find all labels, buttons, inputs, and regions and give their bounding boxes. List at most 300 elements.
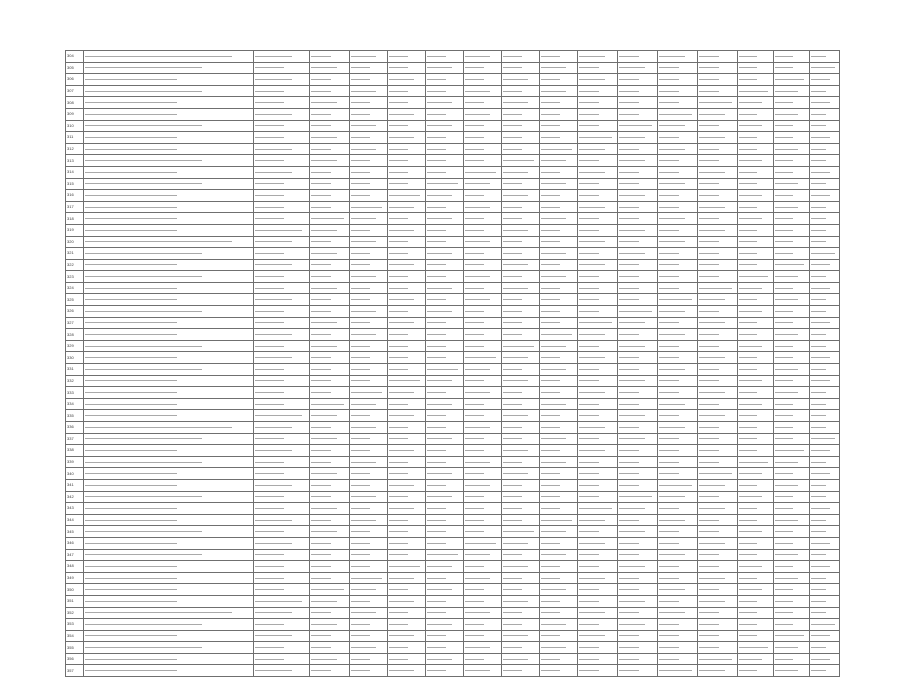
value-cell [464,120,502,132]
illegible-text [503,659,528,660]
value-cell [578,607,618,619]
illegible-text [351,334,376,335]
illegible-text [619,543,639,544]
illegible-text [579,67,599,68]
address-cell [84,143,254,155]
value-cell [810,619,840,631]
value-cell [464,468,502,480]
illegible-text [427,438,452,439]
value-cell [618,306,658,318]
illegible-text [85,346,202,347]
value-cell [658,224,698,236]
illegible-text [255,218,284,219]
value-cell [658,132,698,144]
value-cell [426,85,464,97]
illegible-text [427,635,446,636]
table-row [66,561,840,573]
value-cell [738,526,774,538]
value-cell [310,259,350,271]
table-row [66,178,840,190]
illegible-text [503,369,522,370]
value-cell [254,190,310,202]
value-cell [578,201,618,213]
illegible-text [579,79,605,80]
illegible-text [427,531,446,532]
address-cell [84,236,254,248]
illegible-text [739,392,757,393]
value-cell [310,352,350,364]
value-cell [810,422,840,434]
value-cell [310,619,350,631]
illegible-text [503,91,522,92]
value-cell [464,584,502,596]
value-cell [578,433,618,445]
illegible-text [699,276,719,277]
illegible-text [541,114,560,115]
illegible-text [465,473,484,474]
value-cell [350,398,388,410]
illegible-text [85,125,202,126]
value-cell [426,97,464,109]
illegible-text [579,462,599,463]
value-cell [426,108,464,120]
illegible-text [465,241,490,242]
illegible-text [739,485,757,486]
table-row [66,584,840,596]
illegible-text [427,102,452,103]
illegible-text [427,473,452,474]
value-cell [578,190,618,202]
value-cell [388,456,426,468]
value-cell [502,398,540,410]
row-number: 305 [66,62,84,74]
value-cell [774,456,810,468]
value-cell [774,224,810,236]
value-cell [540,607,578,619]
row-number: 312 [66,143,84,155]
illegible-text [465,659,484,660]
illegible-text [503,531,534,532]
illegible-text [775,172,793,173]
illegible-text [775,415,793,416]
value-cell [540,665,578,677]
value-cell [426,190,464,202]
value-cell [774,503,810,515]
value-cell [502,572,540,584]
illegible-text [255,380,284,381]
value-cell [426,595,464,607]
illegible-text [503,346,534,347]
illegible-text [579,601,599,602]
value-cell [810,445,840,457]
value-cell [618,294,658,306]
address-cell [84,224,254,236]
value-cell [502,352,540,364]
value-cell [310,445,350,457]
value-cell [540,456,578,468]
illegible-text [811,462,826,463]
value-cell [540,422,578,434]
illegible-text [739,438,757,439]
illegible-text [255,462,284,463]
value-cell [464,526,502,538]
value-cell [658,201,698,213]
value-cell [578,213,618,225]
value-cell [810,155,840,167]
illegible-text [619,67,645,68]
illegible-text [699,67,719,68]
illegible-text [503,322,522,323]
table-row [66,468,840,480]
value-cell [618,479,658,491]
illegible-text [699,91,719,92]
value-cell [540,190,578,202]
illegible-text [699,369,719,370]
table-row [66,213,840,225]
value-cell [310,375,350,387]
value-cell [698,74,738,86]
value-cell [388,410,426,422]
illegible-text [619,635,639,636]
value-cell [738,143,774,155]
illegible-text [427,230,446,231]
illegible-text [351,485,370,486]
illegible-text [85,149,177,150]
illegible-text [659,253,679,254]
illegible-text [389,195,420,196]
value-cell [350,642,388,654]
value-cell [350,259,388,271]
row-number: 354 [66,630,84,642]
address-cell [84,549,254,561]
illegible-text [389,218,408,219]
illegible-text [85,624,202,625]
illegible-text [255,612,292,613]
value-cell [578,468,618,480]
value-cell [738,294,774,306]
value-cell [426,410,464,422]
value-cell [426,445,464,457]
illegible-text [311,311,331,312]
illegible-text [85,102,177,103]
illegible-text [351,357,370,358]
illegible-text [659,149,685,150]
value-cell [774,433,810,445]
illegible-text [541,125,560,126]
illegible-text [699,531,719,532]
illegible-text [619,647,639,648]
value-cell [464,387,502,399]
illegible-text [659,612,685,613]
value-cell [540,537,578,549]
value-cell [578,375,618,387]
address-cell [84,503,254,515]
illegible-text [811,102,830,103]
illegible-text [659,392,679,393]
value-cell [738,665,774,677]
illegible-text [811,125,826,126]
illegible-text [619,149,639,150]
row-number: 317 [66,201,84,213]
illegible-text [659,508,679,509]
illegible-text [503,79,528,80]
illegible-text [659,554,685,555]
illegible-text [311,79,331,80]
value-cell [618,561,658,573]
illegible-text [541,276,566,277]
value-cell [578,572,618,584]
table-row [66,85,840,97]
value-cell [464,364,502,376]
value-cell [658,665,698,677]
illegible-text [465,160,484,161]
value-cell [502,653,540,665]
illegible-text [255,334,292,335]
illegible-text [351,79,370,80]
illegible-text [579,427,605,428]
value-cell [698,317,738,329]
illegible-text [389,172,408,173]
illegible-text [465,589,484,590]
value-cell [738,503,774,515]
row-number: 316 [66,190,84,202]
value-cell [658,213,698,225]
illegible-text [775,404,793,405]
value-cell [388,306,426,318]
row-number: 333 [66,387,84,399]
illegible-text [811,578,826,579]
value-cell [426,642,464,654]
value-cell [578,503,618,515]
value-cell [618,51,658,63]
value-cell [774,572,810,584]
illegible-text [85,635,177,636]
illegible-text [619,56,639,57]
value-cell [774,190,810,202]
illegible-text [503,438,522,439]
illegible-text [427,276,446,277]
value-cell [464,62,502,74]
value-cell [810,630,840,642]
address-cell [84,561,254,573]
illegible-text [85,311,202,312]
illegible-text [427,334,446,335]
value-cell [464,178,502,190]
illegible-text [579,578,605,579]
illegible-text [775,346,793,347]
illegible-text [699,149,719,150]
illegible-text [699,102,732,103]
illegible-text [255,496,284,497]
value-cell [540,62,578,74]
illegible-text [579,612,605,613]
illegible-text [427,659,452,660]
value-cell [658,178,698,190]
value-cell [738,282,774,294]
value-cell [698,549,738,561]
value-cell [350,375,388,387]
row-number: 321 [66,248,84,260]
illegible-text [389,160,408,161]
value-cell [578,248,618,260]
address-cell [84,422,254,434]
illegible-text [659,276,679,277]
illegible-text [619,230,645,231]
illegible-text [739,137,757,138]
value-cell [658,491,698,503]
address-cell [84,97,254,109]
value-cell [464,190,502,202]
illegible-text [503,520,522,521]
illegible-text [619,485,639,486]
illegible-text [351,554,370,555]
value-cell [698,306,738,318]
illegible-text [465,253,484,254]
value-cell [540,514,578,526]
value-cell [810,340,840,352]
address-cell [84,108,254,120]
illegible-text [541,160,566,161]
value-cell [658,236,698,248]
value-cell [774,329,810,341]
value-cell [388,595,426,607]
value-cell [426,166,464,178]
illegible-text [659,79,679,80]
value-cell [502,526,540,538]
illegible-text [427,404,452,405]
illegible-text [541,520,572,521]
value-cell [254,340,310,352]
value-cell [618,468,658,480]
illegible-text [739,624,757,625]
value-cell [464,445,502,457]
value-cell [578,445,618,457]
value-cell [618,271,658,283]
value-cell [738,271,774,283]
value-cell [774,375,810,387]
value-cell [540,85,578,97]
illegible-text [775,334,798,335]
illegible-text [311,438,337,439]
value-cell [310,190,350,202]
illegible-text [255,322,284,323]
table-row [66,491,840,503]
value-cell [350,537,388,549]
illegible-text [427,369,458,370]
row-number: 331 [66,364,84,376]
value-cell [254,549,310,561]
value-cell [254,178,310,190]
illegible-text [311,334,331,335]
value-cell [698,387,738,399]
table-row [66,224,840,236]
value-cell [464,224,502,236]
illegible-text [255,404,284,405]
value-cell [578,74,618,86]
address-cell [84,294,254,306]
value-cell [540,213,578,225]
value-cell [658,503,698,515]
illegible-text [465,427,490,428]
value-cell [426,271,464,283]
value-cell [502,317,540,329]
value-cell [502,561,540,573]
illegible-text [85,380,177,381]
value-cell [618,178,658,190]
value-cell [738,584,774,596]
value-cell [502,108,540,120]
table-row [66,340,840,352]
illegible-text [811,346,826,347]
illegible-text [427,67,452,68]
table-row [66,514,840,526]
value-cell [698,491,738,503]
value-cell [426,259,464,271]
illegible-text [503,195,528,196]
value-cell [738,491,774,503]
illegible-text [255,601,302,602]
illegible-text [503,462,522,463]
illegible-text [775,125,793,126]
value-cell [618,224,658,236]
value-cell [738,364,774,376]
value-cell [388,51,426,63]
illegible-text [85,264,177,265]
illegible-text [699,404,719,405]
illegible-text [739,264,757,265]
value-cell [464,352,502,364]
value-cell [698,607,738,619]
value-cell [502,166,540,178]
illegible-text [311,125,331,126]
illegible-text [503,404,522,405]
illegible-text [699,241,719,242]
value-cell [464,491,502,503]
value-cell [426,584,464,596]
illegible-text [389,125,408,126]
value-cell [774,120,810,132]
illegible-text [775,241,793,242]
address-cell [84,491,254,503]
illegible-text [659,160,679,161]
value-cell [578,537,618,549]
value-cell [738,595,774,607]
illegible-text [775,102,793,103]
value-cell [540,364,578,376]
value-cell [618,364,658,376]
illegible-text [351,241,376,242]
illegible-text [351,415,370,416]
row-number: 345 [66,526,84,538]
illegible-text [619,531,645,532]
value-cell [618,665,658,677]
value-cell [502,537,540,549]
illegible-text [389,543,408,544]
value-cell [502,201,540,213]
data-table [65,50,840,677]
illegible-text [659,241,685,242]
illegible-text [579,311,599,312]
value-cell [774,479,810,491]
address-cell [84,329,254,341]
value-cell [350,653,388,665]
value-cell [738,375,774,387]
table-row [66,294,840,306]
value-cell [540,74,578,86]
value-cell [698,166,738,178]
value-cell [254,294,310,306]
illegible-text [739,230,757,231]
